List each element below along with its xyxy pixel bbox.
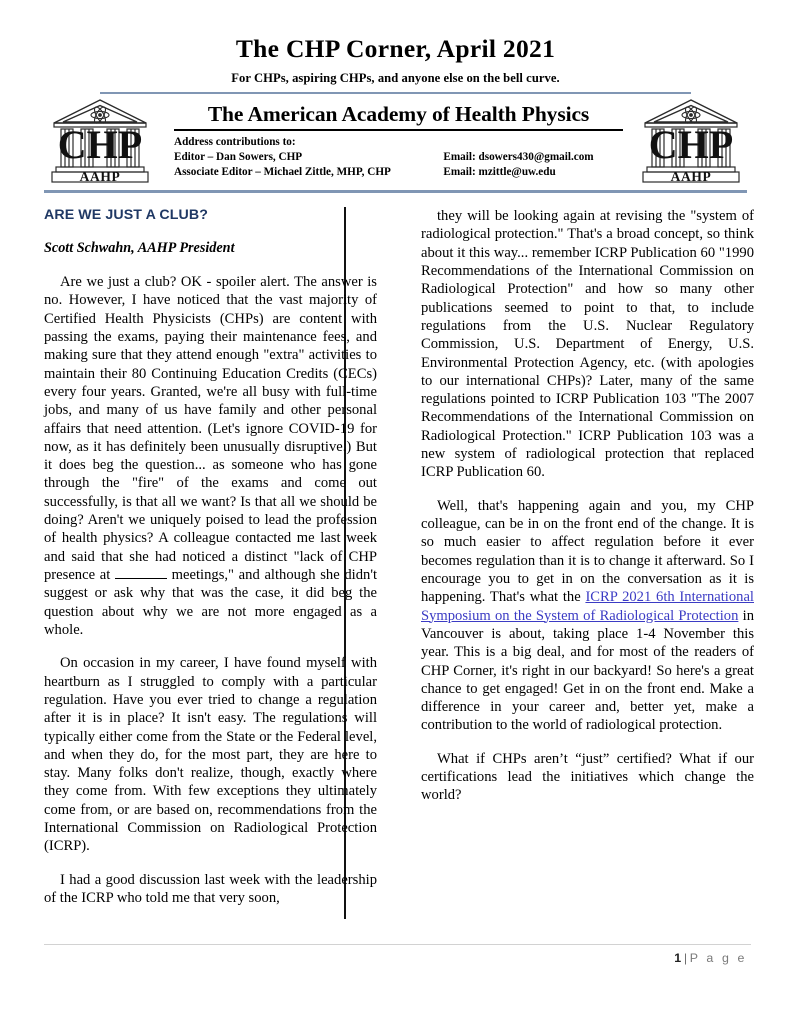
header-bottom-rule bbox=[44, 190, 747, 193]
paragraph bbox=[44, 273, 377, 639]
chp-monogram: CHP bbox=[648, 122, 734, 167]
paragraph-text: in Vancouver is about, taking place 1-4 November this year. This is a big deal, and for most of the readers of CHP Corner, it's right in our backyard! So here's a great chance to get engaged! Get in on the front end. Make a difference in your career and, better yet, make a contribution to the world of radiological protection. bbox=[421, 607, 754, 734]
masthead-divider-rule bbox=[100, 92, 691, 94]
editor-email[interactable]: Email: dsowers430@gmail.com bbox=[443, 151, 594, 163]
editor-name: Editor – Dan Sowers, CHP bbox=[174, 151, 303, 163]
address-label: Address contributions to: bbox=[174, 136, 296, 148]
article-body bbox=[44, 207, 754, 907]
paragraph-text: Are we just a club? OK - spoiler alert. The answer is no. However, I have noticed that the vast majority of Certified Health Physicists (CHPs) are content with passing the exams, paying their maintenance fees, and making sure that they attend enough "extra" activities to maintain their 80 Continuing Education Credits (CECs) every four years. Granted, we're all busy with full-time jobs, and many of us have family and other personal affairs that need attention. (Let's ignore COVID-19 for now, as it has definitely been unusually disruptive.) But it does beg the question... as someone who has gone through the "fire" of the exams and come out successfully, is that all we want? Is that all we should be doing? Aren't we uniquely poised to lead the profession of health physics? A colleague contacted me last week and said that she had noticed a distinct "lack of CHP presence at bbox=[44, 274, 377, 583]
contacts-table bbox=[174, 150, 623, 180]
paragraph: I had a good discussion last week with the leadership of the ICRP who told me that very soon, bbox=[44, 871, 377, 906]
left-column bbox=[44, 207, 399, 907]
article-byline: Scott Schwahn, AAHP President bbox=[44, 240, 235, 256]
organization-header bbox=[44, 96, 747, 188]
masthead bbox=[0, 0, 791, 94]
paragraph: On occasion in my career, I have found myself with heartburn as I struggled to comply with a particular regulation. Have you ever tried to change a regulation after it is in place? It isn't easy. The regulations will typically either come from the State or the Federal level, and when they do, for the most part, they are here to stay. Many folks don't realize, though, exactly where they come from. With few exceptions they ultimately come from, or are based on, recommendations from the International Commission on Radiological Protection (ICRP). bbox=[44, 655, 377, 855]
organization-details bbox=[156, 96, 635, 180]
aahp-logo-right bbox=[635, 96, 747, 186]
aahp-base-text: AAHP bbox=[79, 169, 121, 184]
redacted-blank bbox=[115, 578, 167, 579]
organization-name: The American Academy of Health Physics bbox=[174, 102, 623, 131]
footer-page-number: 1 bbox=[674, 951, 682, 965]
right-column bbox=[399, 207, 754, 907]
footer-page-label: P a g e bbox=[689, 951, 747, 965]
page-title: The CHP Corner, April 2021 bbox=[235, 34, 556, 63]
table-row bbox=[174, 165, 623, 180]
footer-rule bbox=[44, 944, 751, 945]
masthead-tagline: For CHPs, aspiring CHPs, and anyone else on the bell curve. bbox=[231, 70, 560, 85]
table-row bbox=[174, 150, 623, 165]
paragraph bbox=[421, 497, 754, 735]
associate-editor-name: Associate Editor – Michael Zittle, MHP, CHP bbox=[174, 166, 391, 178]
paragraph-text: Well, that's happening again and you, my CHP colleague, can be in on the front end of the change. It is so much easier to affect regulation before it ever becomes regulation than it is to change it afterward. So I encourage you to get in on the conversation as it is happening. That's what the bbox=[421, 497, 754, 606]
footer-separator: | bbox=[684, 950, 687, 965]
paragraph: What if CHPs aren’t “just” certified? What if our certifications lead the initiatives which change the world? bbox=[421, 750, 754, 804]
icrp-symposium-link[interactable]: ICRP 2021 6th International Symposium on the System of Radiological Protection bbox=[421, 589, 754, 624]
article-heading: ARE WE JUST A CLUB? bbox=[44, 207, 209, 223]
aahp-logo-left bbox=[44, 96, 156, 186]
aahp-base-text: AAHP bbox=[670, 169, 712, 184]
paragraph-text: meetings," and although she didn't suggest or ask why that was the case, it did beg the question about why we are not more engaged as a whole. bbox=[44, 567, 378, 638]
chp-monogram: CHP bbox=[57, 122, 143, 167]
paragraph: they will be looking again at revising the "system of radiological protection." That's a broad concept, so think about it this way... remember ICRP Publication 60 "1990 Recommendations of the International Commission on Radiological Protection" and how so many other publications seemed to point to that, to include regulations from the U.S. Nuclear Regulatory Commission, U.S. Department of Energy, U.S. Environmental Protection Agency, etc. (with apologies to our international CHPs)? Later, many of the same regulations pointed to ICRP Publication 103 "The 2007 Recommendations of the International Commission on Radiological Protection." ICRP Publication 103 was a new system of radiological protection that replaced ICRP Publication 60. bbox=[421, 208, 754, 481]
associate-editor-email[interactable]: Email: mzittle@uw.edu bbox=[443, 166, 556, 178]
page-footer bbox=[674, 950, 747, 966]
